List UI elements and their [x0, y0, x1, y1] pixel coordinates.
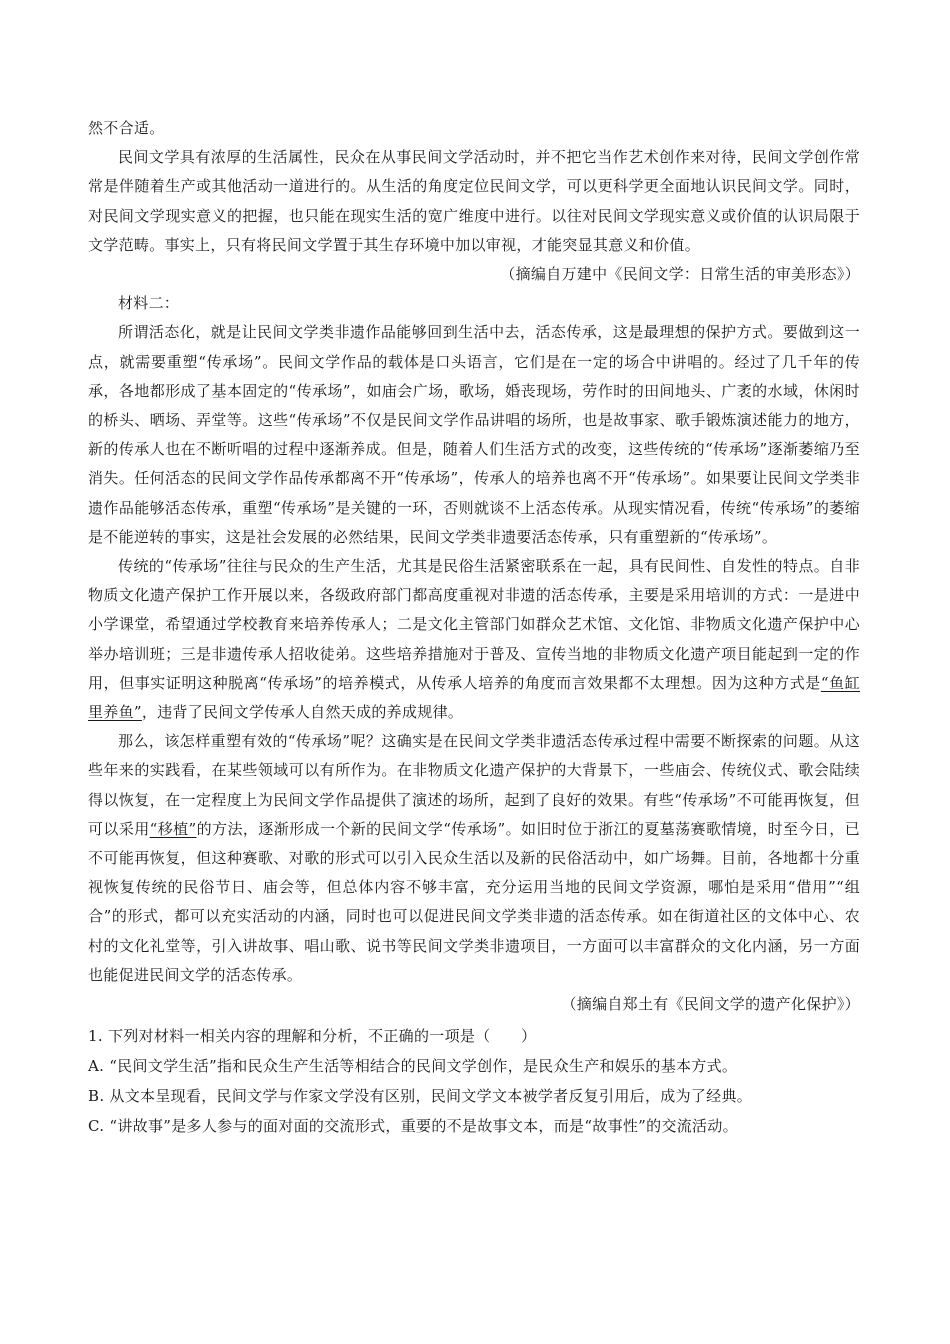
- paragraph-rebuild-field: [88, 727, 860, 990]
- option-a[interactable]: A. “民间文学生活”指和民众生产生活等相结合的民间文学创作，是民众生产和娱乐的基本方式。: [88, 1057, 738, 1076]
- paragraph-continuation: 然不合适。: [88, 119, 165, 137]
- source-citation-two: （摘编自郑土有《民间文学的遗产化保护》）: [561, 995, 860, 1014]
- source-citation-one: （摘编自万建中《民间文学：日常生活的审美形态》）: [500, 265, 860, 284]
- text-segment: 的方法，逐渐形成一个新的民间文学“传承场”。如旧时位于浙江的夏墓荡赛歌情境，时至今日，已不可能再恢复，但这种赛歌、对歌的形式可以引入民众生活以及新的民俗活动中，如广场舞。目前，各地都十分重视恢复传统的民俗节日、庙会等，但总体内容不够丰富，充分运用当地的民间文学资源，哪怕是采用“借用”“组合”的形式，都可以充实活动的内涵，同时也可以促进民间文学类非遗的活态传承。如在街道社区的文体中心、农村的文化礼堂等，引入讲故事、唱山歌、说书等民间文学类非遗项目，一方面可以丰富群众的文化内涵，另一方面也能促进民间文学的活态传承。: [88, 819, 860, 984]
- paragraph-living-transmission: 所谓活态化，就是让民间文学类非遗作品能够回到生活中去，活态传承，这是最理想的保护方式。要做到这一点，就需要重塑“传承场”。民间文学作品的载体是口头语言，它们是在一定的场合中讲唱的。经过了几千年的传承，各地都形成了基本固定的“传承场”，如庙会广场，歌场，婚丧现场，劳作时的田间地头、广袤的水域，休闲时的桥头、晒场、弄堂等。这些“传承场”不仅是民间文学作品讲唱的场所，也是故事家、歌手锻炼演述能力的地方，新的传承人也在不断听唱的过程中逐渐养成。但是，随着人们生活方式的改变，这些传统的“传承场”逐渐萎缩乃至消失。任何活态的民间文学作品传承都离不开“传承场”，传承人的培养也离不开“传承场”。如果要让民间文学类非遗作品能够活态传承，重塑“传承场”是关键的一环，否则就谈不上活态传承。从现实情况看，传统“传承场”的萎缩是不能逆转的事实，这是社会发展的必然结果，民间文学类非遗要活态传承，只有重塑新的“传承场”。: [88, 323, 860, 546]
- paragraph-traditional-field: [88, 552, 860, 727]
- text-segment: 那么，该怎样重塑有效的“传承场”呢？这确实是在民间文学类非遗活态传承过程中需要不断探索的问题。从这些年来的实践看，在某些领域可以有所作为。在非物质文化遗产保护的大背景下，一些庙会、传统仪式、歌会陆续得以恢复，在一定程度上为民间文学作品提供了演述的场所，起到了良好的效果。有些“传承场”不可能再恢复，但可以采用: [88, 732, 860, 838]
- text-segment: ，违背了民间文学传承人自然天成的养成规律。: [141, 703, 464, 722]
- option-c[interactable]: C. “讲故事”是多人参与的面对面的交流形式，重要的不是故事文本，而是“故事性”的交流活动。: [88, 1117, 738, 1136]
- document-page: [88, 114, 860, 1141]
- question-block: [88, 1021, 860, 1141]
- material-two-label: 材料二：: [118, 294, 180, 313]
- question-stem: 1. 下列对材料一相关内容的理解和分析，不正确的一项是（ ）: [88, 1027, 537, 1046]
- underlined-phrase-transplant: “移植”: [149, 819, 197, 838]
- paragraph-material-one-end: 民间文学具有浓厚的生活属性，民众在从事民间文学活动时，并不把它当作艺术创作来对待，民间文学创作常常是伴随着生产或其他活动一道进行的。从生活的角度定位民间文学，可以更科学更全面地认识民间文学。同时，对民间文学现实意义的把握，也只能在现实生活的宽广维度中进行。以往对民间文学现实意义或价值的认识局限于文学范畴。事实上，只有将民间文学置于其生存环境中加以审视，才能突显其意义和价值。: [88, 148, 860, 254]
- text-segment: 传统的“传承场”往往与民众的生产生活，尤其是民俗生活紧密联系在一起，具有民间性、自发性的特点。自非物质文化遗产保护工作开展以来，各级政府部门都高度重视对非遗的活态传承，主要是采用培训的方式：一是进中小学课堂，希望通过学校教育来培养传承人；二是文化主管部门如群众艺术馆、文化馆、非物质文化遗产保护中心举办培训班；三是非遗传承人招收徒弟。这些培养措施对于普及、宣传当地的非物质文化遗产项目能起到一定的作用，但事实证明这种脱离“传承场”的培养模式，从传承人培养的角度而言效果都不太理想。因为这种方式是: [88, 557, 860, 692]
- option-b[interactable]: B. 从文本呈现看，民间文学与作家文学没有区别，民间文学文本被学者反复引用后，成为了经典。: [88, 1087, 753, 1106]
- underlined-phrase-fish-tank: “鱼缸里养鱼”: [88, 673, 860, 722]
